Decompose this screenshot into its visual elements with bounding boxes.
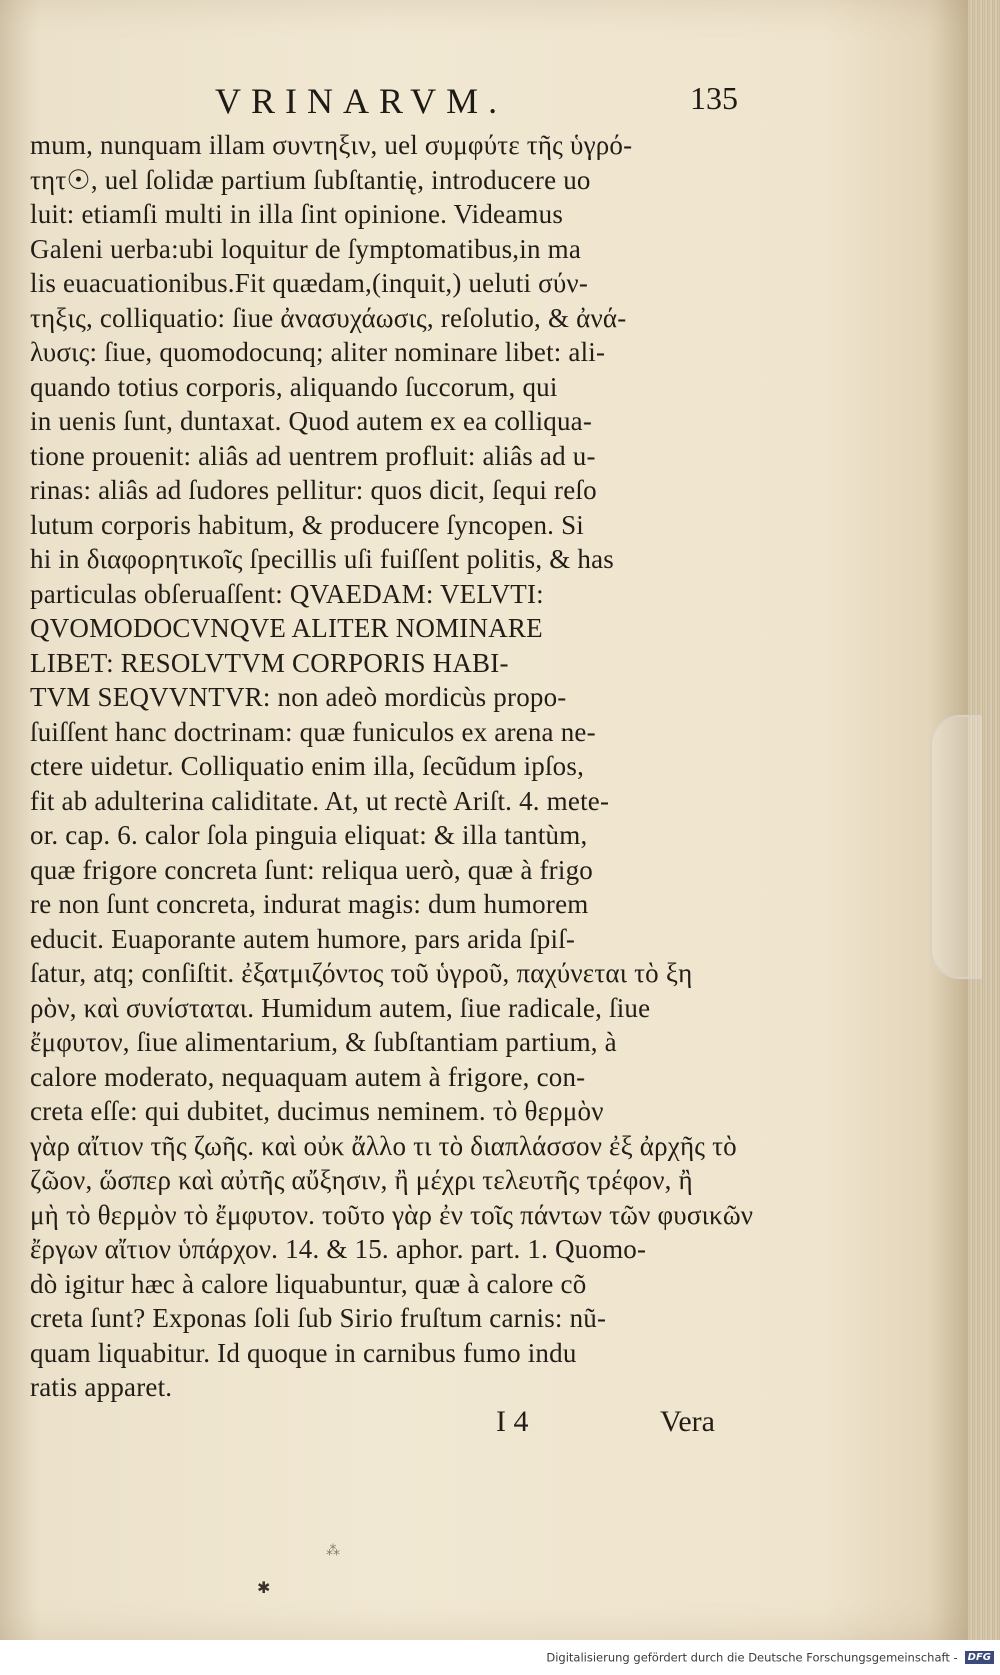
text-line: creta eſſe: qui dubitet, ducimus neminem. τὸ θερμὸν: [30, 1096, 604, 1126]
page-title: VRINARVM.: [215, 81, 508, 121]
text-line: ζῶον, ὥσπερ καὶ αὐτῆς αὔξησιν, ἢ μέχρι τελευτῆς τρέφον, ἢ: [30, 1165, 693, 1195]
text-line: λυσις: ſiue, quomodocunq; aliter nominare libet: ali-: [30, 337, 606, 367]
text-line: dò igitur hæc à calore liquabuntur, quæ à calore cõ: [30, 1268, 587, 1299]
signature-mark: I 4: [496, 1405, 529, 1438]
paper-speck-icon: ⁂: [326, 1543, 340, 1559]
bookmark-tab: [930, 715, 982, 979]
text-line: ρὸν, καὶ συνίσταται. Humidum autem, ſiue radicale, ſiue: [30, 992, 651, 1023]
text-line: ctere uidetur. Colliquatio enim illa, ſecũdum ipſos,: [30, 751, 585, 781]
catchline: [0, 1405, 968, 1445]
text-line: creta ſunt? Exponas ſoli ſub Sirio fruſtum carnis: nũ-: [30, 1303, 607, 1333]
text-line: fit ab adulterina caliditate. At, ut rectè Ariſt. 4. mete-: [30, 785, 610, 816]
text-line: lis euacuationibus.Fit quædam,(inquit,) ueluti σύν-: [30, 268, 589, 298]
text-line: μὴ τὸ θερμὸν τὸ ἔμφυτον. τοῦτο γὰρ ἐν τοῖς πάντων τῶν φυσικῶν: [30, 1199, 754, 1230]
text-line: re non ſunt concreta, indurat magis: dum humorem: [30, 889, 589, 919]
text-line: ſatur, atq; conſiſtit. ἐξατμιζόντος τοῦ ὑγροῦ, παχύνεται τὸ ξη: [30, 958, 693, 988]
text-line: luit: etiamſi multi in illa ſint opinione. Videamus: [30, 199, 564, 229]
text-line: τητ☉, uel ſolidæ partium ſubſtantię, introducere uo: [30, 164, 591, 195]
text-line: Galeni uerba:ubi loquitur de ſymptomatibus,in ma: [30, 233, 581, 264]
text-line: τηξις, colliquatio: ſiue ἀνασυχάωσις, reſolutio, & ἀνά-: [30, 302, 627, 333]
text-line: tione prouenit: aliâs ad uentrem profluit: aliâs ad u-: [30, 440, 596, 471]
text-line: lutum corporis habitum, & producere ſyncopen. Si: [30, 509, 584, 540]
text-line: quæ frigore concreta ſunt: reliqua uerò, quæ à frigo: [30, 854, 593, 885]
body-text: [30, 128, 755, 1428]
text-line: educit. Euaporante autem humore, pars arida ſpiſ-: [30, 923, 576, 954]
text-line: or. cap. 6. calor ſola pinguia eliquat: & illa tantùm,: [30, 820, 588, 850]
text-line: ratis apparet.: [30, 1372, 173, 1402]
text-line: γὰρ αἴτιον τῆς ζωῆς. καὶ οὐκ ἄλλο τι τὸ διαπλάσσον ἐξ ἀρχῆς τὸ: [30, 1130, 737, 1161]
text-line: LIBET: RESOLVTVM CORPORIS HABI-: [30, 647, 509, 678]
digitization-footer: [0, 1648, 1000, 1670]
page-number: 135: [690, 80, 738, 116]
text-line: ἔργων αἴτιον ὑπάρχον. 14. & 15. aphor. part. 1. Quomo-: [30, 1234, 647, 1264]
text-line: calore moderato, nequaquam autem à frigore, con-: [30, 1061, 586, 1092]
ink-spot-icon: ✱: [257, 1578, 271, 1597]
text-line: ſuiſſent hanc doctrinam: quæ funiculos ex arena ne-: [30, 716, 596, 747]
catchword: Vera: [660, 1405, 715, 1438]
text-line: TVM SEQVVNTVR: non adeò mordicùs propo-: [30, 682, 567, 712]
text-line: quando totius corporis, aliquando ſuccorum, qui: [30, 371, 558, 402]
text-line: hi in διαφορητικοῖς ſpecillis uſi fuiſſent politis, & has: [30, 544, 615, 574]
text-line: in uenis ſunt, duntaxat. Quod autem ex ea colliqua-: [30, 406, 593, 436]
text-line: rinas: aliâs ad ſudores pellitur: quos dicit, ſequi reſo: [30, 475, 597, 505]
text-line: particulas obſeruaſſent: QVAEDAM: VELVTI:: [30, 578, 544, 609]
footer-credit: Digitalisierung gefördert durch die Deutsche Forschungsgemeinschaft -: [546, 1650, 958, 1665]
running-head: [0, 80, 968, 120]
text-line: mum, nunquam illam συντηξιν, uel συμφύτε τῆς ὑγρό-: [30, 130, 633, 160]
text-line: ἔμφυτον, ſiue alimentarium, & ſubſtantiam partium, à: [30, 1027, 617, 1057]
text-line: QVOMODOCVNQVE ALITER NOMINARE: [30, 613, 543, 643]
text-line: quam liquabitur. Id quoque in carnibus fumo indu: [30, 1337, 577, 1368]
dfg-logo-icon: DFG: [965, 1651, 994, 1664]
